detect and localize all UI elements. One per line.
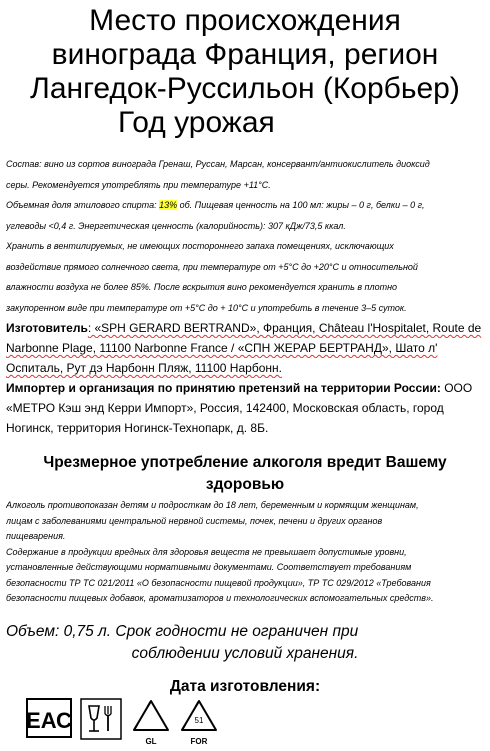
producer-label: Изготовитель	[6, 321, 88, 335]
date-label: Дата изготовления	[169, 678, 315, 695]
page-title	[6, 4, 484, 140]
warning-line: Чрезмерное употребление алкоголя вредит Вашему	[43, 454, 447, 471]
composition-line: серы. Рекомендуется употреблять при температуре +11°С.	[6, 179, 271, 190]
contra-line: Содержание в продукции вредных для здоровья веществ не превышает допустимые уровни,	[6, 546, 407, 557]
marking-icons	[26, 698, 226, 748]
producer-text: : «SPH GERARD BERTRAND», Франция, Château l'Hospitalet, Route de	[87, 321, 482, 335]
composition-line: Состав: вино из сортов винограда Гренаш, Руссан, Марсан, консервант/антиокислитель диоксид	[6, 159, 430, 169]
contra-line: лицам с заболеваниями центральной нервной системы, почек, печени и других органов	[6, 515, 383, 526]
food-contact-icon	[80, 698, 122, 740]
producer-line: Оспиталь, Рут дэ Нарбонн Пляж, 11100 Нарбонн.	[6, 361, 282, 375]
production-date-label	[0, 678, 490, 696]
nutrition-line: углеводы <0,4 г. Энергетическая ценность (калорийность): 307 кДж/73,5 ккал.	[6, 220, 346, 231]
for-number-text: 51	[194, 716, 204, 725]
title-line: винограда Франция, регион	[51, 38, 439, 71]
recycling-cork-icon	[178, 698, 220, 748]
recycling-glass-icon	[130, 698, 172, 748]
volume-line: Объем: 0,75 л. Срок годности не ограничен при	[6, 622, 359, 640]
storage-line: влажности воздуха не более 85%. После вскрытия вино рекомендуется хранить в плотно	[6, 282, 398, 292]
contra-line: безопасности ТР ТС 021/2011 «О безопасности пищевой продукции», ТР ТС 029/2012 «Требования	[6, 577, 431, 588]
producer-block	[6, 318, 484, 378]
producer-line: Narbonne Plage, 11100 Narbonne France / «СПН ЖЕРАР БЕРТРАНД», Шато л'	[6, 341, 438, 355]
importer-line: «МЕТРО Кэш энд Керри Импорт», Россия, 142400, Московская область, город	[6, 401, 444, 415]
contraindications-block	[6, 498, 484, 607]
nutrition-block	[6, 195, 484, 236]
health-warning	[6, 452, 484, 496]
contra-line: безопасности пищевых добавок, ароматизаторов и технологических вспомогательных средств».	[6, 593, 434, 603]
storage-line: закупоренном виде при температуре от +5°С до + 10°С и употребить в течение 3–5 суток.	[6, 302, 407, 313]
composition-block	[6, 154, 484, 195]
storage-line: Хранить в вентилируемых, не имеющих постороннего запаха помещениях, исключающих	[6, 241, 394, 251]
volume-block	[6, 621, 484, 665]
volume-line: соблюдении условий хранения.	[131, 644, 359, 662]
nutrition-text: об. Пищевая ценность на 100 мл: жиры – 0 г, белки – 0 г,	[177, 200, 425, 210]
importer-label: Импортер и организация по принятию претензий на территории России:	[6, 381, 441, 395]
importer-line: Ногинск, территория Ногинск-Технопарк, д. 8Б.	[6, 421, 269, 435]
title-line: Лангедок-Руссильон (Корбьер)	[30, 72, 460, 105]
importer-block	[6, 378, 484, 438]
eac-icon	[26, 698, 72, 738]
contra-line: пищеварения.	[6, 531, 66, 541]
warning-line: здоровью	[205, 476, 285, 493]
nutrition-text: Объемная доля этилового спирта:	[6, 200, 160, 210]
importer-line	[6, 378, 484, 398]
eac-text: ЕАС	[26, 708, 72, 733]
storage-line: воздействие прямого солнечного света, при температуре от +5°С до +20°С и относительной	[6, 261, 418, 272]
title-line: Год урожая	[118, 106, 275, 139]
producer-line	[6, 318, 484, 338]
nutrition-line	[6, 195, 484, 216]
contra-line: установленные действующими нормативными документами. Соответствует требованиям	[6, 562, 412, 572]
contra-line: Алкоголь противопоказан детям и подросткам до 18 лет, беременным и кормящим женщинам,	[6, 500, 419, 510]
importer-text: ООО	[440, 381, 473, 395]
title-line: Место происхождения	[89, 4, 401, 37]
for-text: FOR	[190, 737, 208, 746]
gl-text: GL	[145, 737, 157, 746]
alcohol-highlight: 13%	[159, 200, 178, 210]
storage-block	[6, 236, 484, 318]
date-colon: :	[314, 678, 321, 695]
